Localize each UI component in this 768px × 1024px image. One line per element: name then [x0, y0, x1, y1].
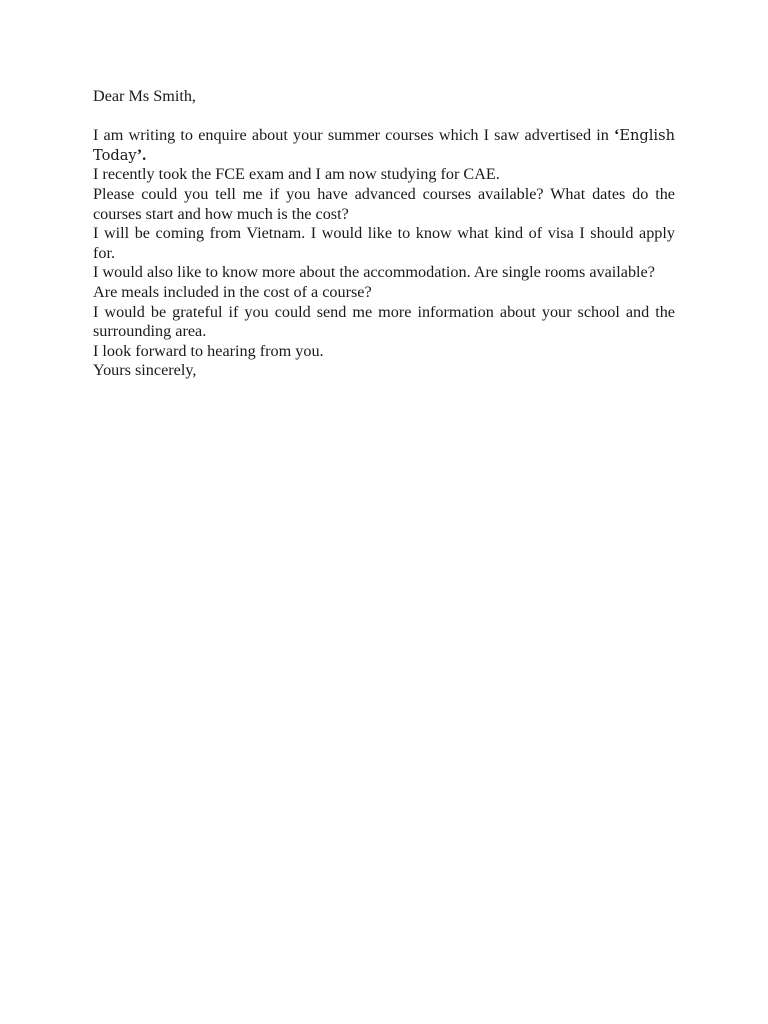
intro-text: I am writing to enquire about your summer courses which I saw advertised in	[93, 126, 614, 145]
letter-paragraph: I recently took the FCE exam and I am now studying for CAE.	[93, 165, 500, 184]
letter-intro	[93, 126, 675, 165]
letter-paragraph: Are meals included in the cost of a course?	[93, 282, 372, 301]
letter-greeting: Dear Ms Smith,	[93, 87, 196, 105]
letter-body	[93, 87, 675, 381]
open-quote: ‘	[613, 126, 620, 145]
publication-name: English Today	[93, 127, 675, 164]
letter-closing: Yours sincerely,	[93, 361, 197, 380]
letter-paragraph: I look forward to hearing from you.	[93, 341, 324, 360]
letter-paragraph: I would also like to know more about the accommodation. Are single rooms available?	[93, 263, 655, 282]
close-quote: ’.	[136, 145, 147, 164]
letter-paragraph: I will be coming from Vietnam. I would like to know what kind of visa I should apply for.	[93, 224, 675, 262]
letter-paragraph: Please could you tell me if you have advanced courses available? What dates do the courses start and how much is the cost?	[93, 184, 675, 223]
letter-paragraph: I would be grateful if you could send me more information about your school and the surrounding area.	[93, 302, 675, 341]
